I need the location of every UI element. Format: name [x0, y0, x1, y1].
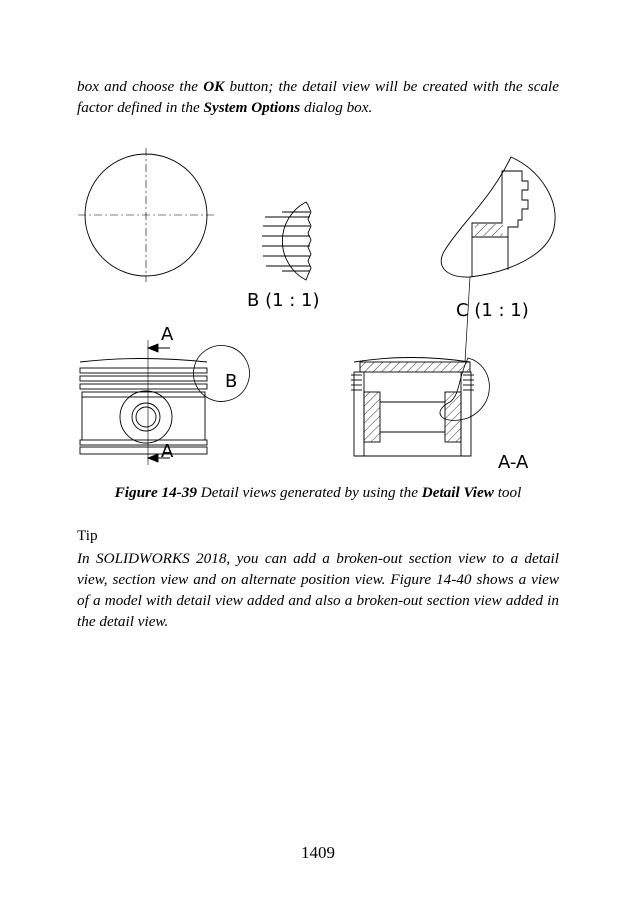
page-number: 1409	[301, 843, 335, 862]
ok-term: OK	[203, 78, 225, 95]
detail-view-c	[441, 157, 555, 277]
top-circle-view	[78, 148, 215, 282]
label-section-aa: A-A	[498, 452, 529, 473]
label-b-circle: B	[225, 371, 238, 392]
figure-drawing	[70, 140, 560, 480]
detail-views-figure	[70, 140, 560, 480]
label-b-detail: B (1 : 1)	[247, 290, 320, 311]
label-a-top: A	[161, 324, 174, 345]
label-a-bottom: A	[161, 441, 174, 462]
figure-caption: Figure 14-39 Detail views generated by using the Detail View tool	[114, 484, 522, 501]
tip-paragraph: In SOLIDWORKS 2018, you can add a broken-out section view to a detail view, section view and on alternate position view. Figure 14-40 shows a view of a model with detail view added and also a broken-out section view added in the detail view.	[77, 550, 559, 630]
intro-paragraph: box and choose the OK button; the detail view will be created with the scale factor defined in the System Options dialog box.	[77, 78, 560, 116]
tip-label: Tip	[77, 527, 98, 544]
label-c-detail: C (1 : 1)	[456, 300, 529, 321]
system-options-term: System Options	[203, 99, 301, 116]
detail-view-b	[262, 202, 311, 280]
section-view-aa	[351, 358, 489, 457]
